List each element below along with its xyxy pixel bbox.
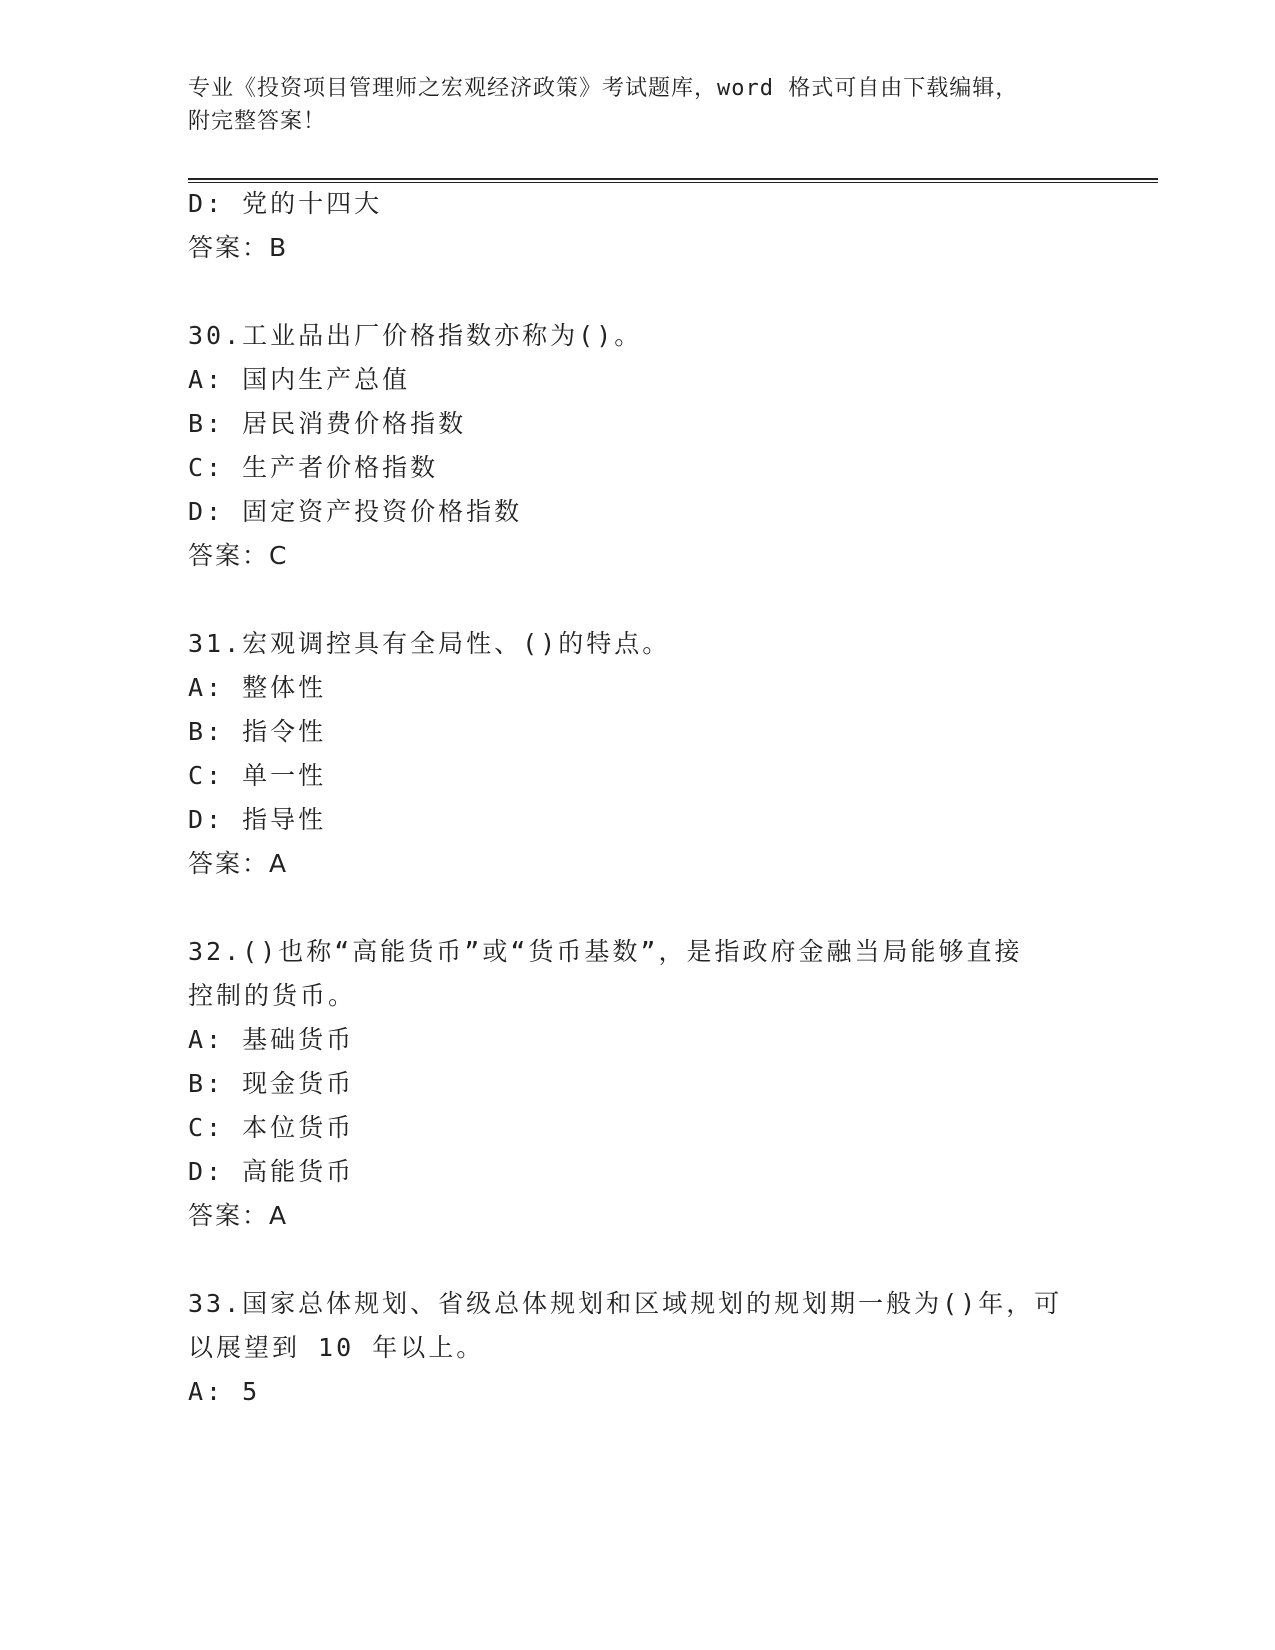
- q30-option-a: A: 国内生产总值: [188, 365, 411, 394]
- q30-option-d: D: 固定资产投资价格指数: [188, 497, 523, 526]
- document-header: [188, 72, 1088, 138]
- q31-answer: 答案：A: [188, 849, 289, 878]
- q31-option-c: C: 单一性: [188, 761, 327, 790]
- q30-option-c: C: 生产者价格指数: [188, 453, 439, 482]
- header-line-2: 附完整答案！: [188, 109, 327, 134]
- question-33-line-2: 以展望到 10 年以上。: [188, 1333, 485, 1362]
- header-divider: [188, 178, 1158, 183]
- q33-option-a: A: 5: [188, 1377, 261, 1406]
- header-line-1: 专业《投资项目管理师之宏观经济政策》考试题库，word 格式可自由下载编辑，: [188, 76, 1019, 101]
- question-30: 30.工业品出厂价格指数亦称为()。: [188, 321, 643, 350]
- question-31: 31.宏观调控具有全局性、()的特点。: [188, 629, 671, 658]
- q30-option-b: B: 居民消费价格指数: [188, 409, 467, 438]
- q30-answer: 答案：C: [188, 541, 289, 570]
- answer-line: 答案：B: [188, 233, 289, 262]
- question-32-line-2: 控制的货币。: [188, 981, 357, 1010]
- q32-option-d: D: 高能货币: [188, 1157, 355, 1186]
- question-32-line-1: 32.()也称“高能货币”或“货币基数”，是指政府金融当局能够直接: [188, 937, 1023, 966]
- q31-option-b: B: 指令性: [188, 717, 327, 746]
- q32-answer: 答案：A: [188, 1201, 289, 1230]
- q32-option-c: C: 本位货币: [188, 1113, 355, 1142]
- q31-option-a: A: 整体性: [188, 673, 327, 702]
- q32-option-b: B: 现金货币: [188, 1069, 355, 1098]
- option-d: D: 党的十四大: [188, 189, 383, 218]
- q32-option-a: A: 基础货币: [188, 1025, 355, 1054]
- question-33-line-1: 33.国家总体规划、省级总体规划和区域规划的规划期一般为()年，可: [188, 1289, 1063, 1318]
- q31-option-d: D: 指导性: [188, 805, 327, 834]
